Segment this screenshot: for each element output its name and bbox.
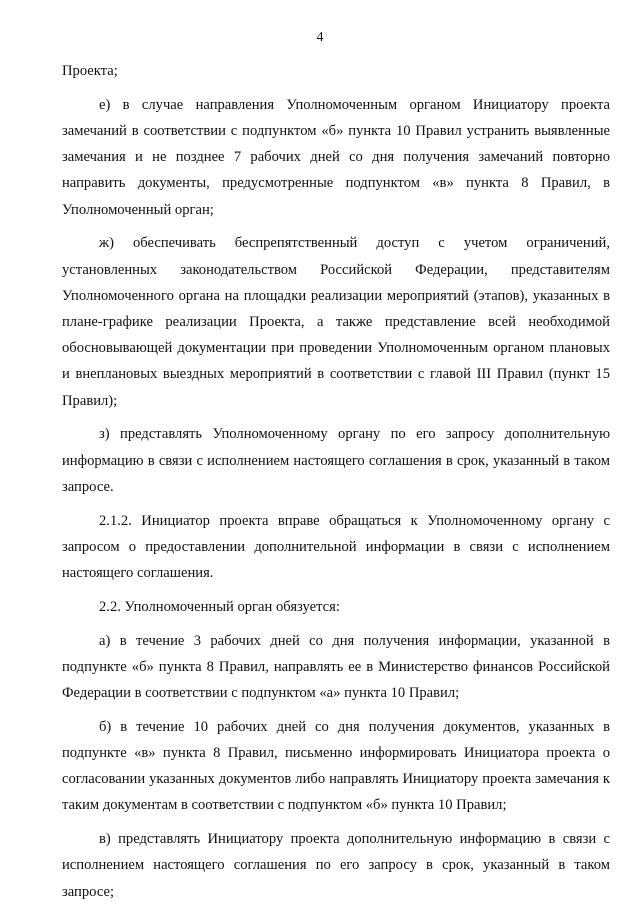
paragraph-continuation: Проекта; xyxy=(62,63,118,79)
page-number: 4 xyxy=(316,30,324,45)
paragraph-item-z: з) представлять Уполномоченному органу по его запросу дополнительную информацию в связи с исполнением настоящего соглашения в срок, указанный в таком запросе. xyxy=(62,426,610,495)
paragraph-item-e: е) в случае направления Уполномоченным органом Инициатору проекта замечаний в соответствии с подпунктом «б» пункта 10 Правил устранить выявленные замечания и не позднее 7 рабочих дней со дня получения замечаний повторно направить документы, предусмотренные подпунктом «в» пункта 8 Правил, в Уполномоченный орган; xyxy=(62,96,610,218)
paragraph-item-a: а) в течение 3 рабочих дней со дня получения информации, указанной в подпункте «б» пункта 8 Правил, направлять ее в Министерство финансов Российской Федерации в соответствии с подпунктом «а» пункта 10 Правил; xyxy=(62,632,610,702)
paragraph-item-b: б) в течение 10 рабочих дней со дня получения документов, указанных в подпункте «в» пункта 8 Правил, письменно информировать Инициатора проекта о согласовании указанных документов либо направлять Инициатору проекта замечания к таким документам в соответствии с подпунктом «б» пункта 10 Правил; xyxy=(62,718,610,814)
paragraph-2-1-2: 2.1.2. Инициатор проекта вправе обращаться к Уполномоченному органу с запросом о предоставлении дополнительной информации в связи с исполнением настоящего соглашения. xyxy=(62,512,610,582)
document-body xyxy=(62,58,610,912)
paragraph-item-zh: ж) обеспечивать беспрепятственный доступ с учетом ограничений, установленных законодательством Российской Федерации, представителям Уполномоченного органа на площадки реализации мероприятий (этапов), указанных в плане-графике реализации Проекта, а также представление всей необходимой обосновывающей документации при проведении Уполномоченным органом плановых и внеплановых выездных мероприятий в соответствии с главой III Правил (пункт 15 Правил); xyxy=(62,235,610,409)
paragraph-item-v: в) представлять Инициатору проекта дополнительную информацию в связи с исполнением настоящего соглашения по его запросу в срок, указанный в таком запросе; xyxy=(62,831,610,900)
paragraph-2-2-heading: 2.2. Уполномоченный орган обязуется: xyxy=(99,598,340,615)
